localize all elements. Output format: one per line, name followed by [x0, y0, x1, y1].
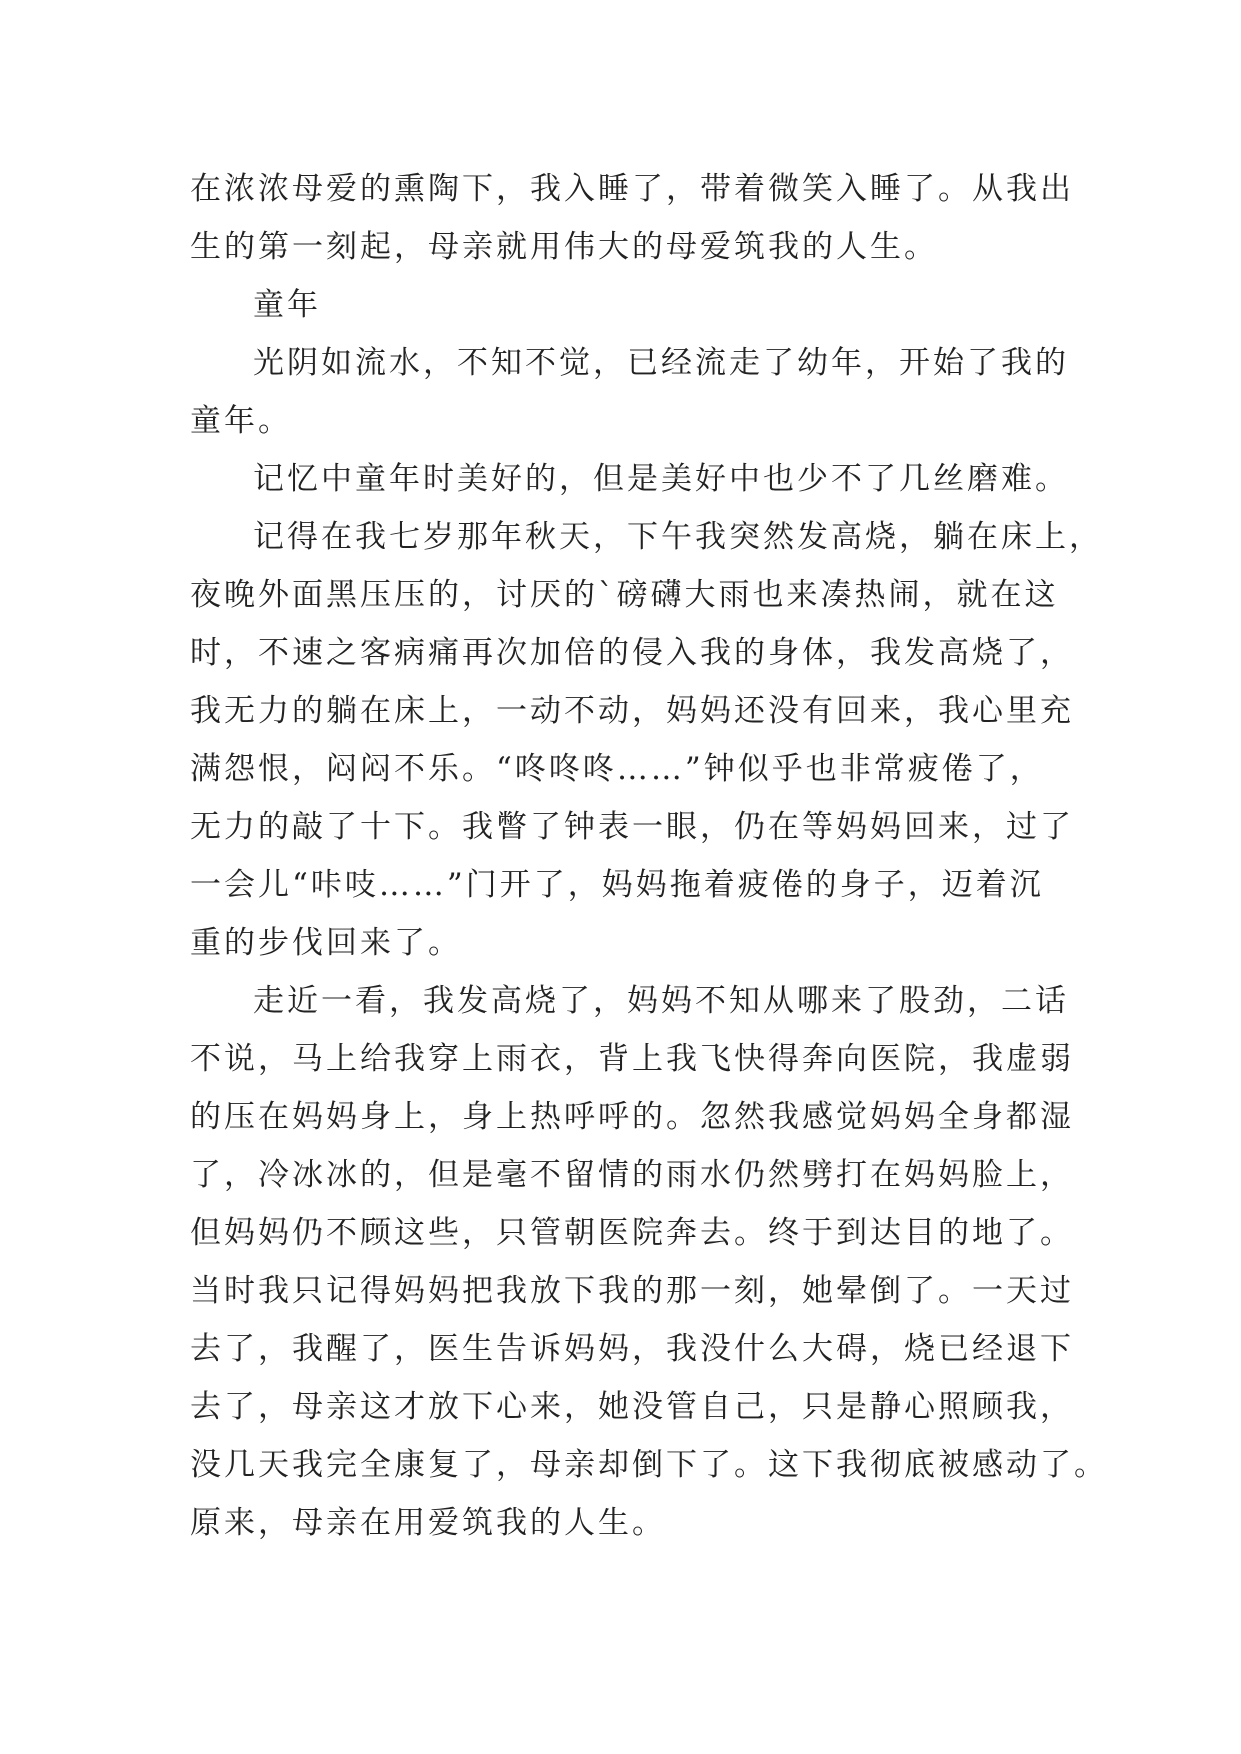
text-line: 生的第一刻起，母亲就用伟大的母爱筑我的人生。	[190, 229, 938, 265]
text-line: 不说，马上给我穿上雨衣，背上我飞快得奔向医院，我虚弱	[190, 1041, 1074, 1077]
text-line: 我无力的躺在床上，一动不动，妈妈还没有回来，我心里充	[190, 693, 1074, 729]
text-line: 满怨恨，闷闷不乐。“咚咚咚……”钟似乎也非常疲倦了，	[190, 751, 1044, 787]
text-line: 的压在妈妈身上，身上热呼呼的。忽然我感觉妈妈全身都湿	[190, 1099, 1074, 1135]
text-line: 童年。	[190, 403, 292, 439]
text-line: 无力的敲了十下。我瞥了钟表一眼，仍在等妈妈回来，过了	[190, 809, 1074, 845]
text-line: 光阴如流水，不知不觉，已经流走了幼年，开始了我的	[253, 345, 1069, 381]
section-heading: 童年	[253, 287, 321, 323]
text-line: 记忆中童年时美好的，但是美好中也少不了几丝磨难。	[253, 461, 1069, 497]
text-line: 当时我只记得妈妈把我放下我的那一刻，她晕倒了。一天过	[190, 1273, 1074, 1309]
text-line: 时，不速之客病痛再次加倍的侵入我的身体，我发高烧了，	[190, 635, 1074, 671]
document-body	[190, 160, 1108, 1552]
text-line: 去了，我醒了，医生告诉妈妈，我没什么大碍，烧已经退下	[190, 1331, 1074, 1367]
text-line: 去了，母亲这才放下心来，她没管自己，只是静心照顾我，	[190, 1389, 1074, 1425]
text-line: 没几天我完全康复了，母亲却倒下了。这下我彻底被感动了。	[190, 1447, 1108, 1483]
text-line: 了，冷冰冰的，但是毫不留情的雨水仍然劈打在妈妈脸上，	[190, 1157, 1074, 1193]
text-line: 走近一看，我发高烧了，妈妈不知从哪来了股劲，二话	[253, 983, 1069, 1019]
text-line: 但妈妈仍不顾这些，只管朝医院奔去。终于到达目的地了。	[190, 1215, 1074, 1251]
text-line: 原来，母亲在用爱筑我的人生。	[190, 1505, 666, 1541]
text-line: 重的步伐回来了。	[190, 925, 462, 961]
text-line: 在浓浓母爱的熏陶下，我入睡了，带着微笑入睡了。从我出	[190, 171, 1074, 207]
text-line: 夜晚外面黑压压的，讨厌的`磅礴大雨也来凑热闹，就在这	[190, 577, 1059, 613]
text-line: 一会儿“咔吱……”门开了，妈妈拖着疲倦的身子，迈着沉	[190, 867, 1044, 903]
text-line: 记得在我七岁那年秋天，下午我突然发高烧，躺在床上，	[253, 519, 1103, 555]
